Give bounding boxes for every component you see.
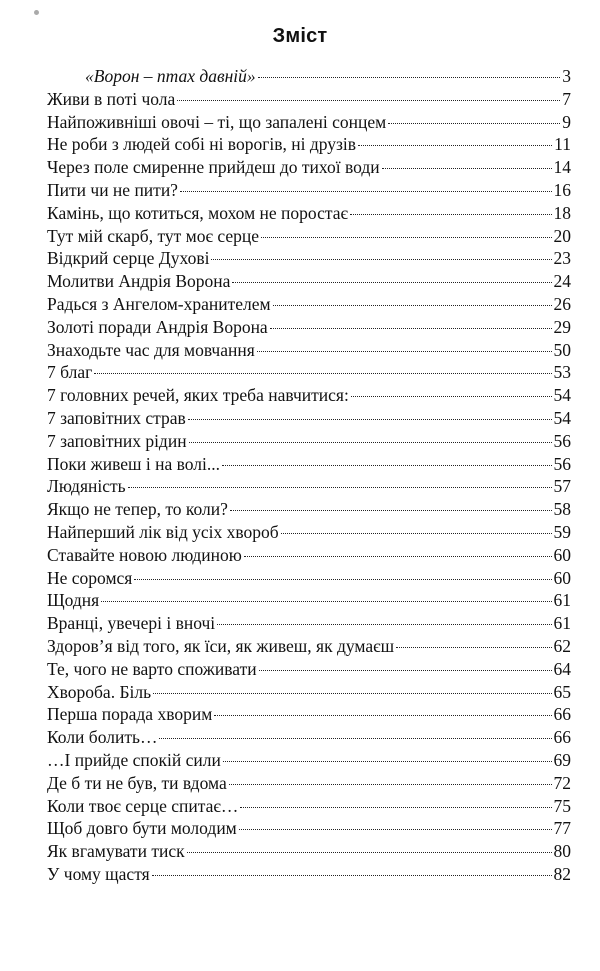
toc-entry-page-number: 9 bbox=[562, 111, 571, 132]
toc-entry bbox=[47, 635, 571, 658]
toc-entry-page-number: 82 bbox=[553, 863, 571, 884]
toc-entry bbox=[47, 703, 571, 726]
toc-entry-page-number: 11 bbox=[554, 134, 571, 155]
toc-entry-page-number: 66 bbox=[553, 704, 571, 725]
toc-entry bbox=[47, 202, 571, 225]
toc-entry bbox=[47, 475, 571, 498]
toc-entry bbox=[47, 430, 571, 453]
toc-entry bbox=[47, 384, 571, 407]
toc-entry-page-number: 75 bbox=[553, 795, 571, 816]
toc-dot-leader bbox=[101, 601, 551, 602]
toc-entry bbox=[47, 270, 571, 293]
toc-dot-leader bbox=[188, 419, 552, 420]
toc-dot-leader bbox=[223, 761, 552, 762]
toc-entry-page-number: 57 bbox=[553, 476, 571, 497]
toc-entry-page-number: 61 bbox=[553, 590, 571, 611]
toc-dot-leader bbox=[217, 624, 551, 625]
toc-entry-page-number: 59 bbox=[553, 521, 571, 542]
page-title: Зміст bbox=[272, 25, 328, 47]
toc-entry-page-number: 23 bbox=[553, 248, 571, 269]
toc-dot-leader bbox=[128, 487, 552, 488]
toc-entry-page-number: 26 bbox=[553, 293, 571, 314]
toc-entry bbox=[47, 498, 571, 521]
toc-entry-page-number: 66 bbox=[553, 727, 571, 748]
toc-dot-leader bbox=[222, 465, 552, 466]
toc-entry-title: Де б ти не був, ти вдома bbox=[47, 772, 227, 793]
toc-entry bbox=[47, 544, 571, 567]
toc-entry-page-number: 54 bbox=[553, 407, 571, 428]
toc-entry-title: Людяність bbox=[47, 476, 126, 497]
toc-dot-leader bbox=[134, 579, 551, 580]
toc-entry-page-number: 54 bbox=[553, 385, 571, 406]
toc-entry bbox=[47, 521, 571, 544]
toc-entry-title: Живи в поті чола bbox=[47, 88, 176, 109]
toc-entry-page-number: 64 bbox=[553, 658, 571, 679]
toc-dot-leader bbox=[259, 670, 552, 671]
toc-dot-leader bbox=[240, 807, 551, 808]
toc-dot-leader bbox=[382, 168, 552, 169]
toc-entry-page-number: 58 bbox=[553, 499, 571, 520]
toc-dot-leader bbox=[258, 77, 561, 78]
toc-dot-leader bbox=[270, 328, 552, 329]
toc-entry-page-number: 53 bbox=[553, 362, 571, 383]
toc-dot-leader bbox=[214, 715, 551, 716]
toc-entry bbox=[47, 225, 571, 248]
toc-entry bbox=[47, 681, 571, 704]
toc-entry bbox=[47, 133, 571, 156]
toc-entry-title: Не соромся bbox=[47, 567, 133, 588]
toc-entry-title: 7 заповітних страв bbox=[47, 407, 186, 428]
toc-entry-title: Найпоживніші овочі – ті, що запалені сонцем bbox=[47, 111, 387, 132]
toc-entry bbox=[47, 658, 571, 681]
toc-dot-leader bbox=[232, 282, 551, 283]
toc-entry-page-number: 65 bbox=[553, 681, 571, 702]
toc-dot-leader bbox=[281, 533, 552, 534]
toc-dot-leader bbox=[388, 123, 560, 124]
toc-entry-title: 7 заповітних рідин bbox=[47, 430, 187, 451]
toc-entry-title: Те, чого не варто споживати bbox=[47, 658, 257, 679]
toc-dot-leader bbox=[189, 442, 552, 443]
toc-entry-page-number: 69 bbox=[553, 749, 571, 770]
toc-entry-page-number: 7 bbox=[562, 88, 571, 109]
toc-entry-title: Через поле смиренне прийдеш до тихої води bbox=[47, 157, 380, 178]
page-mark bbox=[34, 10, 39, 15]
toc-entry bbox=[47, 65, 571, 88]
toc-entry bbox=[47, 772, 571, 795]
toc-dot-leader bbox=[273, 305, 552, 306]
toc-entry-page-number: 62 bbox=[553, 635, 571, 656]
toc-entry bbox=[47, 840, 571, 863]
toc-dot-leader bbox=[94, 373, 551, 374]
toc-dot-leader bbox=[229, 784, 552, 785]
toc-entry bbox=[47, 316, 571, 339]
toc-entry bbox=[47, 339, 571, 362]
toc-dot-leader bbox=[351, 396, 552, 397]
toc-entry-page-number: 16 bbox=[553, 179, 571, 200]
toc-entry-title: Щодня bbox=[47, 590, 100, 611]
toc-entry bbox=[47, 111, 571, 134]
toc-entry-title: Поки живеш і на волі... bbox=[47, 453, 220, 474]
toc-entry bbox=[47, 361, 571, 384]
toc-entry-title: «Ворон – птах давній» bbox=[85, 66, 256, 86]
toc-entry-title: Тут мій скарб, тут моє серце bbox=[47, 225, 259, 246]
toc-entry-page-number: 77 bbox=[553, 818, 571, 839]
toc-entry-title: Молитви Андрія Ворона bbox=[47, 271, 231, 292]
toc-dot-leader bbox=[153, 693, 551, 694]
toc-entry-title: Вранці, увечері і вночі bbox=[47, 613, 216, 634]
toc-entry bbox=[47, 817, 571, 840]
toc-entry-title: Щоб довго бути молодим bbox=[47, 818, 237, 839]
toc-entry-title: 7 головних речей, яких треба навчитися: bbox=[47, 385, 349, 406]
toc-entry bbox=[47, 795, 571, 818]
toc-entry-title: Золоті поради Андрія Ворона bbox=[47, 316, 268, 337]
toc-entry-page-number: 60 bbox=[553, 544, 571, 565]
toc-entry bbox=[47, 179, 571, 202]
toc-dot-leader bbox=[358, 145, 552, 146]
toc-dot-leader bbox=[159, 738, 551, 739]
toc-entry-title: Камінь, що котиться, мохом не поростає bbox=[47, 202, 348, 223]
toc-entry-page-number: 80 bbox=[553, 841, 571, 862]
toc-entry bbox=[47, 589, 571, 612]
toc-entry bbox=[47, 863, 571, 886]
toc-entry-page-number: 3 bbox=[562, 66, 571, 86]
toc-dot-leader bbox=[230, 510, 552, 511]
toc-entry-title: Найперший лік від усіх хвороб bbox=[47, 521, 279, 542]
toc-entry bbox=[47, 567, 571, 590]
toc-entry-page-number: 24 bbox=[553, 271, 571, 292]
toc-entry-title: Коли твоє серце спитає… bbox=[47, 795, 239, 816]
toc-entry bbox=[47, 293, 571, 316]
toc-entry bbox=[47, 726, 571, 749]
toc-entry-page-number: 56 bbox=[553, 430, 571, 451]
toc-entry-page-number: 60 bbox=[553, 567, 571, 588]
toc-dot-leader bbox=[261, 237, 552, 238]
toc-entry-page-number: 72 bbox=[553, 772, 571, 793]
toc-dot-leader bbox=[152, 875, 552, 876]
toc-entry-title: Якщо не тепер, то коли? bbox=[47, 499, 228, 520]
toc-entry-title: Як вгамувати тиск bbox=[47, 841, 185, 862]
toc-dot-leader bbox=[350, 214, 552, 215]
toc-entry-title: Радься з Ангелом-хранителем bbox=[47, 293, 271, 314]
toc-entry-page-number: 61 bbox=[553, 613, 571, 634]
toc-entry-title: Здоров’я від того, як їси, як живеш, як думаєш bbox=[47, 635, 395, 656]
toc-entry-title: Знаходьте час для мовчання bbox=[47, 339, 255, 360]
toc-entry-page-number: 20 bbox=[553, 225, 571, 246]
toc-entry-title: Хвороба. Біль bbox=[47, 681, 152, 702]
toc-entry-page-number: 50 bbox=[553, 339, 571, 360]
toc-dot-leader bbox=[239, 829, 552, 830]
toc-entry bbox=[47, 453, 571, 476]
table-of-contents bbox=[47, 65, 571, 886]
toc-entry-title: 7 благ bbox=[47, 362, 93, 383]
toc-entry bbox=[47, 407, 571, 430]
toc-dot-leader bbox=[180, 191, 552, 192]
toc-entry-title: У чому щастя bbox=[47, 863, 150, 884]
toc-entry-page-number: 18 bbox=[553, 202, 571, 223]
toc-dot-leader bbox=[257, 351, 552, 352]
toc-entry bbox=[47, 612, 571, 635]
toc-entry-title: Перша порада хворим bbox=[47, 704, 213, 725]
toc-entry-page-number: 29 bbox=[553, 316, 571, 337]
toc-entry-title: Ставайте новою людиною bbox=[47, 544, 242, 565]
toc-entry-title: Коли болить… bbox=[47, 727, 158, 748]
toc-entry-page-number: 56 bbox=[553, 453, 571, 474]
toc-entry-title: …І прийде спокій сили bbox=[47, 749, 221, 770]
toc-entry bbox=[47, 156, 571, 179]
toc-entry-title: Не роби з людей собі ні ворогів, ні друзів bbox=[47, 134, 357, 155]
toc-entry-page-number: 14 bbox=[553, 157, 571, 178]
toc-dot-leader bbox=[396, 647, 551, 648]
toc-entry-title: Пити чи не пити? bbox=[47, 179, 178, 200]
toc-entry bbox=[47, 247, 571, 270]
toc-dot-leader bbox=[211, 259, 551, 260]
toc-entry bbox=[47, 88, 571, 111]
toc-dot-leader bbox=[177, 100, 560, 101]
toc-entry-title: Відкрий серце Духові bbox=[47, 248, 210, 269]
toc-entry bbox=[47, 749, 571, 772]
toc-dot-leader bbox=[187, 852, 552, 853]
toc-dot-leader bbox=[244, 556, 552, 557]
